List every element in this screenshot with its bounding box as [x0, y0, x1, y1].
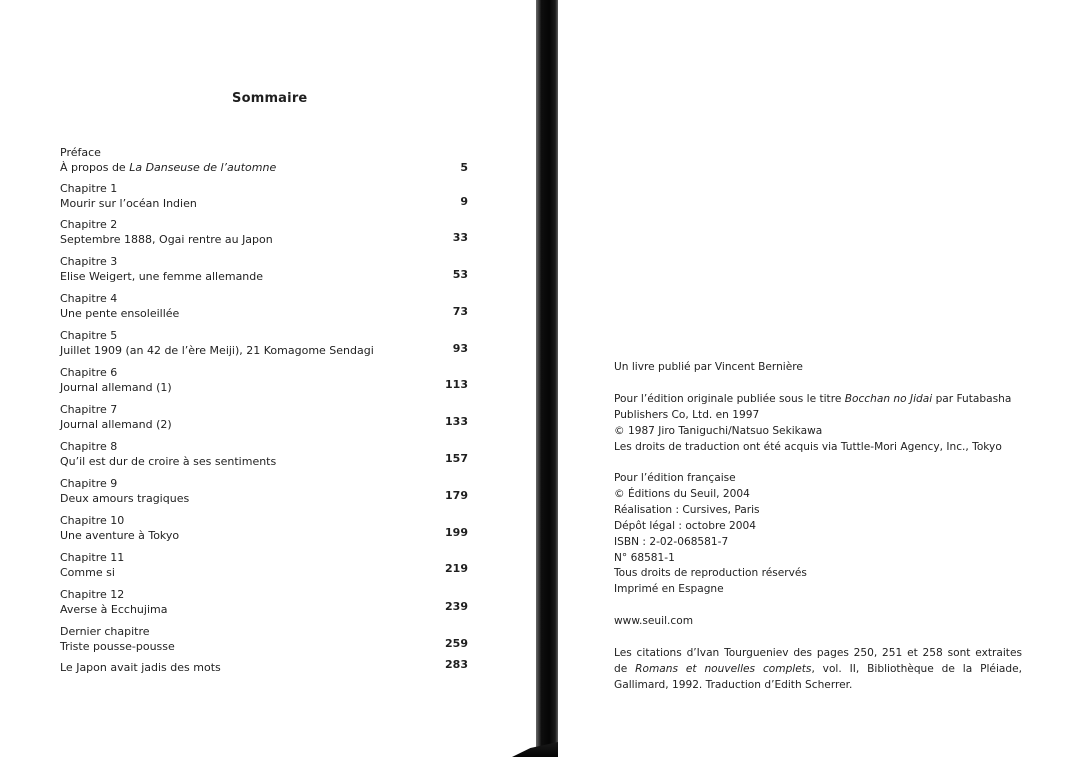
- toc-page-number: 133: [445, 415, 468, 428]
- citations-text-end: , vol. II, Bibliothèque de la Pléiade, Gallimard, 1992. Traduction d’Edith Scherrer.: [614, 662, 1022, 691]
- toc-entry: [60, 328, 480, 358]
- isbn-line: ISBN : 2-02-068581-7: [614, 535, 729, 548]
- toc-entry: [60, 624, 480, 654]
- toc-entry-subtitle: Elise Weigert, une femme allemande: [60, 270, 264, 283]
- toc-entry-heading: Chapitre 6: [60, 366, 118, 379]
- book-gutter: [536, 0, 560, 757]
- toc-entry-heading: Chapitre 7: [60, 403, 118, 416]
- toc-entry: [60, 587, 480, 617]
- original-edition-block: [614, 392, 1011, 456]
- citations-paragraph: [614, 646, 1022, 694]
- toc-entry-subtitle: Une pente ensoleillée: [60, 307, 180, 320]
- toc-page-number: 179: [445, 489, 468, 502]
- citations-book-title: Romans et nouvelles complets: [635, 662, 812, 675]
- printed-in-line: Imprimé en Espagne: [614, 583, 724, 596]
- toc-entry-heading: Chapitre 11: [60, 551, 125, 564]
- toc-page-number: 157: [445, 452, 468, 465]
- production-line: Réalisation : Cursives, Paris: [614, 503, 760, 516]
- toc-entry: [60, 439, 480, 469]
- toc-entry: [60, 181, 480, 211]
- toc-entry-heading: Dernier chapitre: [60, 625, 150, 638]
- right-page: [558, 0, 1080, 757]
- toc-page-number: 199: [445, 526, 468, 539]
- toc-entry-heading: Chapitre 12: [60, 588, 125, 601]
- toc-page-number: 9: [460, 195, 468, 208]
- original-title: Bocchan no Jidai: [844, 393, 933, 405]
- toc-entry-heading: Chapitre 2: [60, 218, 118, 231]
- edition-number-line: N° 68581-1: [614, 551, 675, 564]
- french-edition-block: [614, 471, 807, 598]
- legal-deposit-line: Dépôt légal : octobre 2004: [614, 519, 756, 532]
- toc-entry: [60, 217, 480, 247]
- toc-page-number: 93: [452, 342, 468, 355]
- toc-page-number: 283: [445, 658, 468, 671]
- toc-entry-subtitle: Triste pousse-pousse: [60, 640, 175, 653]
- toc-page-number: 239: [445, 600, 468, 613]
- website-line: www.seuil.com: [614, 615, 694, 627]
- toc-entry-subtitle: Septembre 1888, Ogai rentre au Japon: [60, 233, 273, 246]
- original-edition-text-end: par Futabasha: [932, 393, 1012, 405]
- toc-entry: [60, 402, 480, 432]
- toc-entry: [60, 145, 480, 175]
- publisher-line: Un livre publié par Vincent Bernière: [614, 361, 803, 373]
- toc-entry-subtitle: Journal allemand (1): [60, 381, 172, 394]
- toc-entry: [60, 365, 480, 395]
- toc-entry-heading: Chapitre 10: [60, 514, 125, 527]
- toc-page-number: 113: [445, 378, 468, 391]
- copyright-line: © 1987 Jiro Taniguchi/Natsuo Sekikawa: [614, 424, 823, 437]
- toc-entry-subtitle: Comme si: [60, 566, 115, 579]
- toc-page-number: 219: [445, 562, 468, 575]
- toc-entry: [60, 476, 480, 506]
- french-copyright-line: © Éditions du Seuil, 2004: [614, 487, 750, 500]
- toc-entry-heading: Chapitre 3: [60, 255, 118, 268]
- toc-entry-subtitle: Deux amours tragiques: [60, 492, 190, 505]
- toc-entry-subtitle: Une aventure à Tokyo: [60, 529, 180, 542]
- toc-entry-subtitle: Journal allemand (2): [60, 418, 172, 431]
- toc-entry-subtitle: Juillet 1909 (an 42 de l’ère Meiji), 21 Komagome Sendagi: [60, 344, 374, 357]
- toc-entry-subtitle: Mourir sur l’océan Indien: [60, 197, 197, 210]
- toc-entry-heading: Chapitre 9: [60, 477, 118, 490]
- french-edition-line: Pour l’édition française: [614, 472, 736, 484]
- toc-entry: [60, 254, 480, 284]
- toc-entry: [60, 291, 480, 321]
- toc-title: Sommaire: [232, 91, 308, 106]
- toc-entry-heading: Chapitre 4: [60, 292, 118, 305]
- original-edition-text: Pour l’édition originale publiée sous le titre: [614, 393, 845, 405]
- original-edition-line: [614, 392, 1011, 408]
- toc-entry-subtitle-text: À propos de: [60, 161, 130, 174]
- toc-entry-subtitle: Averse à Ecchujima: [60, 603, 168, 616]
- toc-entry-subtitle-italic: La Danseuse de l’automne: [129, 161, 277, 174]
- toc-entry-subtitle: [60, 160, 480, 175]
- toc-entry-subtitle: Qu’il est dur de croire à ses sentiments: [60, 455, 277, 468]
- toc-page-number: 5: [460, 161, 468, 174]
- translation-rights-line: Les droits de traduction ont été acquis via Tuttle-Mori Agency, Inc., Tokyo: [614, 440, 1002, 453]
- toc-entry-heading: Le Japon avait jadis des mots: [60, 661, 221, 674]
- toc-entry-heading: Chapitre 1: [60, 182, 118, 195]
- left-page: [0, 0, 538, 757]
- toc-page-number: 53: [452, 268, 468, 281]
- toc-entry-heading: Chapitre 5: [60, 329, 118, 342]
- toc-entry-heading: Préface: [60, 146, 101, 159]
- rights-reserved-line: Tous droits de reproduction réservés: [614, 567, 807, 580]
- citations-text: Les citations d’Ivan Tourgueniev des pages 250, 251 et 258 sont extraites de: [614, 647, 1022, 675]
- toc-entry-heading: Chapitre 8: [60, 440, 118, 453]
- toc-entry: [60, 660, 480, 675]
- toc-page-number: 73: [452, 305, 468, 318]
- toc-page-number: 259: [445, 637, 468, 650]
- toc-page-number: 33: [452, 231, 468, 244]
- original-publisher-line: Publishers Co, Ltd. en 1997: [614, 408, 760, 421]
- toc-entry: [60, 513, 480, 543]
- toc-entry: [60, 550, 480, 580]
